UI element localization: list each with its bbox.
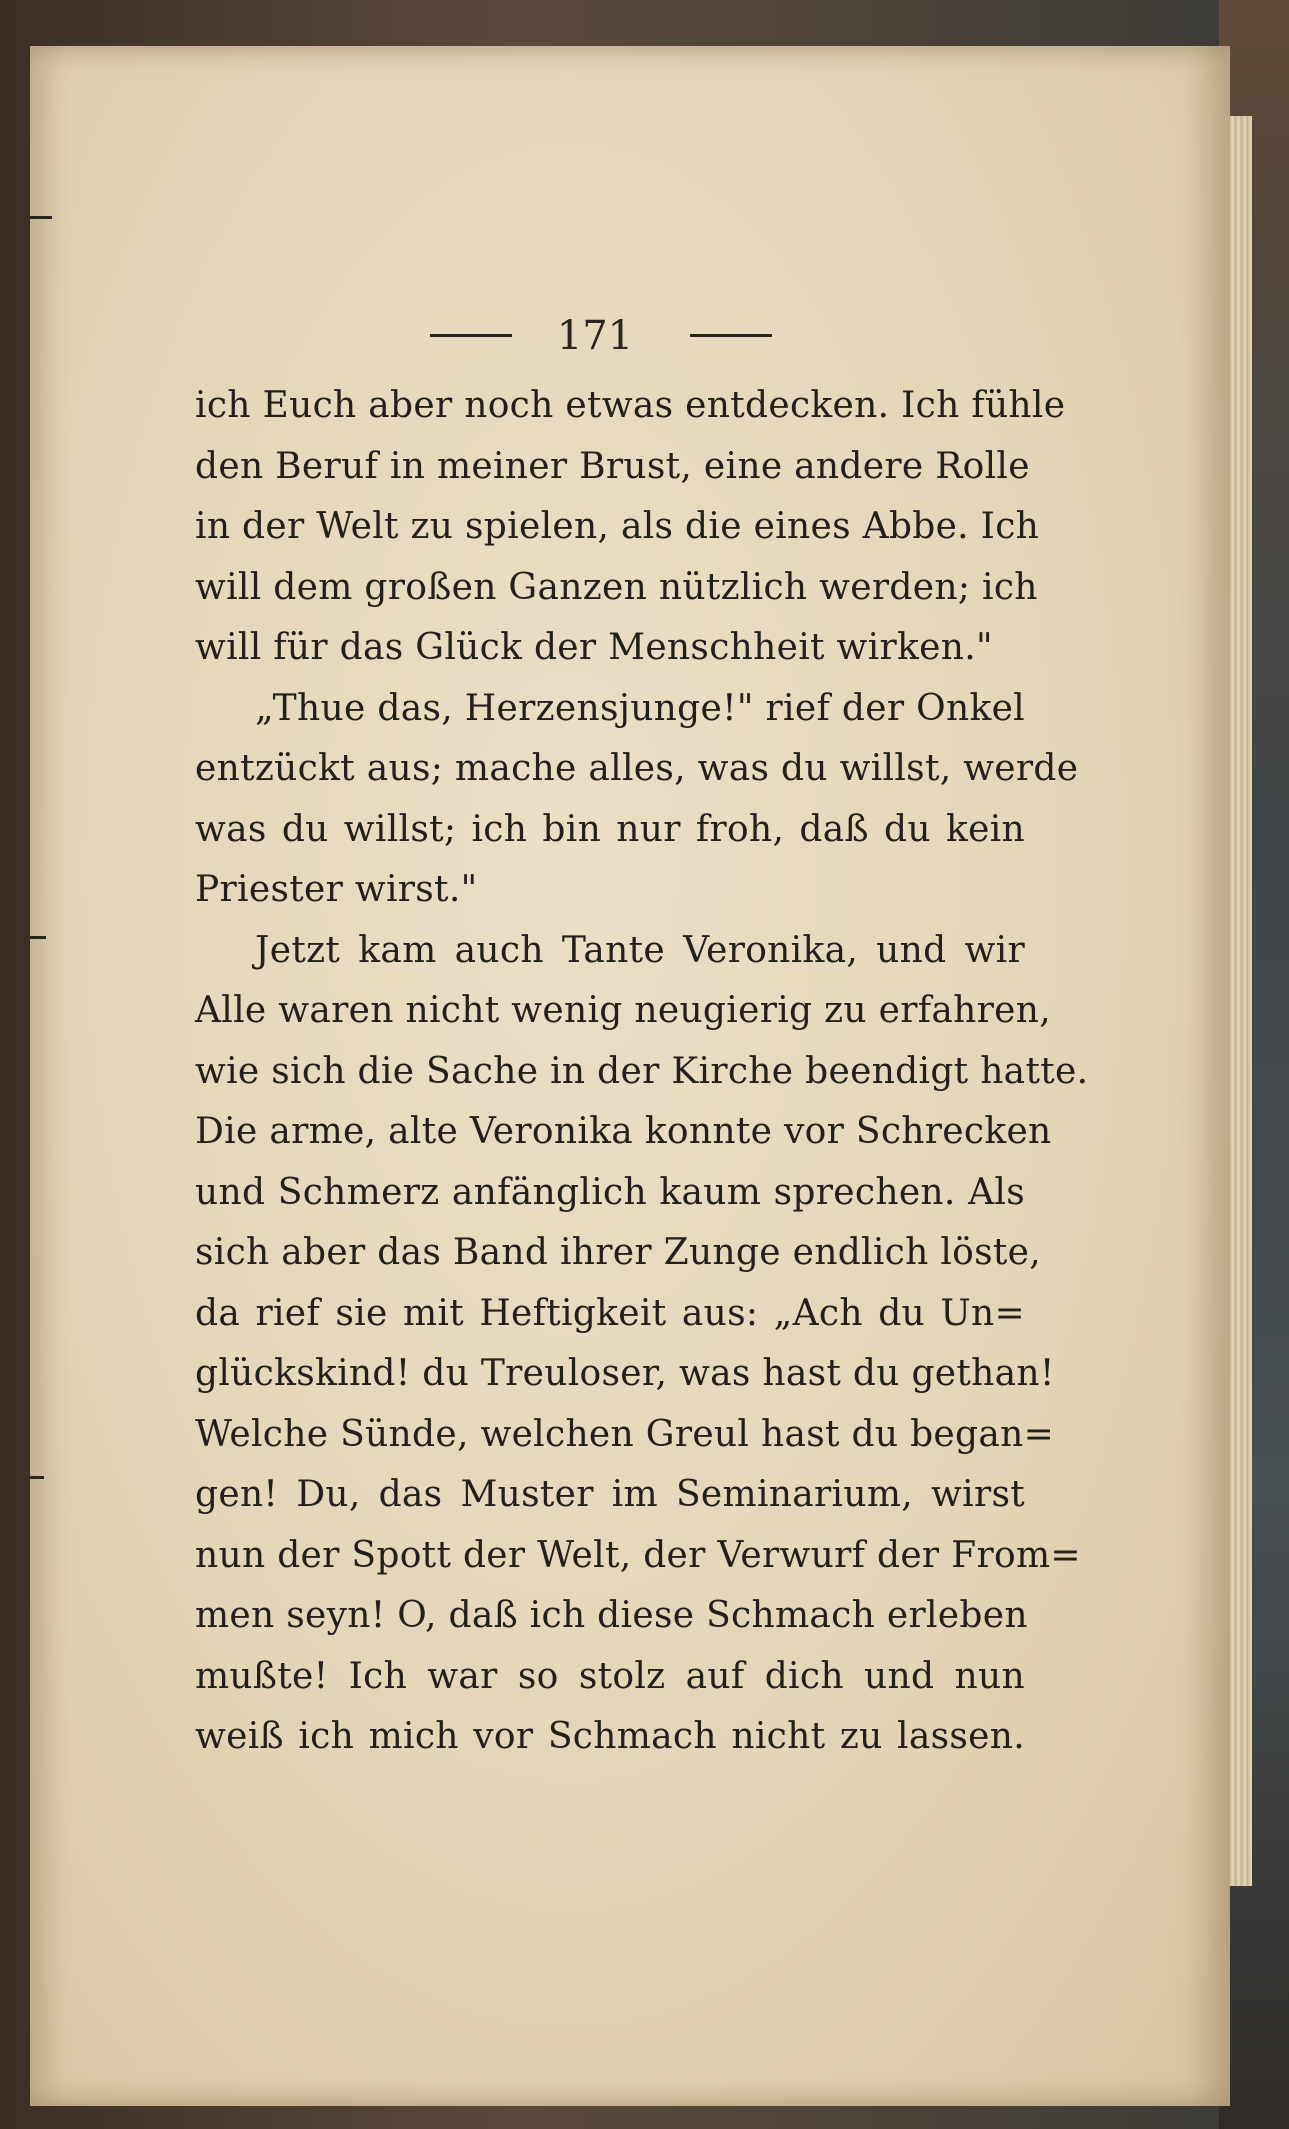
text-line: Priester wirst." (195, 869, 478, 910)
text-line: Jetzt kam auch Tante Veronika, und wir (255, 929, 1025, 971)
text-line: den Beruf in meiner Brust, eine andere Rolle (195, 445, 1030, 487)
header-rule-left (430, 334, 512, 337)
gutter-mark (30, 1476, 44, 1479)
text-line: da rief sie mit Heftigkeit aus: „Ach du Un= (195, 1292, 1025, 1334)
gutter-mark (30, 216, 52, 219)
text-line: will für das Glück der Menschheit wirken." (195, 627, 993, 668)
text-line: men seyn! O, daß ich diese Schmach erleben (195, 1595, 1028, 1636)
body-text (195, 376, 1089, 1768)
book-page (30, 46, 1230, 2106)
text-line: Alle waren nicht wenig neugierig zu erfahren, (195, 990, 1051, 1031)
page-stack-edge (1230, 116, 1252, 1886)
text-line: nun der Spott der Welt, der Verwurf der From= (195, 1534, 1081, 1576)
text-line: Die arme, alte Veronika konnte vor Schrecken (195, 1111, 1052, 1152)
text-line: entzückt aus; mache alles, was du willst, werde (195, 748, 1079, 789)
text-line: und Schmerz anfänglich kaum sprechen. Als (195, 1171, 1025, 1213)
text-line: „Thue das, Herzensjunge!" rief der Onkel (255, 687, 1025, 729)
text-line: glückskind! du Treuloser, was hast du gethan! (195, 1353, 1055, 1394)
text-line: will dem großen Ganzen nützlich werden; ich (195, 566, 1038, 608)
text-line: in der Welt zu spielen, als die eines Abbe. Ich (195, 506, 1040, 547)
text-line: wie sich die Sache in der Kirche beendigt hatte. (195, 1050, 1089, 1092)
text-line: ich Euch aber noch etwas entdecken. Ich fühle (195, 385, 1066, 426)
text-line: weiß ich mich vor Schmach nicht zu lassen. (195, 1716, 1025, 1757)
gutter-mark (30, 936, 46, 939)
text-line: sich aber das Band ihrer Zunge endlich löste, (195, 1232, 1042, 1273)
header-rule-right (690, 334, 772, 337)
page-number: 171 (556, 313, 634, 359)
page-header (30, 301, 1230, 371)
text-line: Welche Sünde, welchen Greul hast du began= (195, 1413, 1055, 1455)
text-line: mußte! Ich war so stolz auf dich und nun (195, 1655, 1025, 1697)
text-line: was du willst; ich bin nur froh, daß du kein (195, 808, 1025, 850)
text-line: gen! Du, das Muster im Seminarium, wirst (195, 1474, 1025, 1515)
